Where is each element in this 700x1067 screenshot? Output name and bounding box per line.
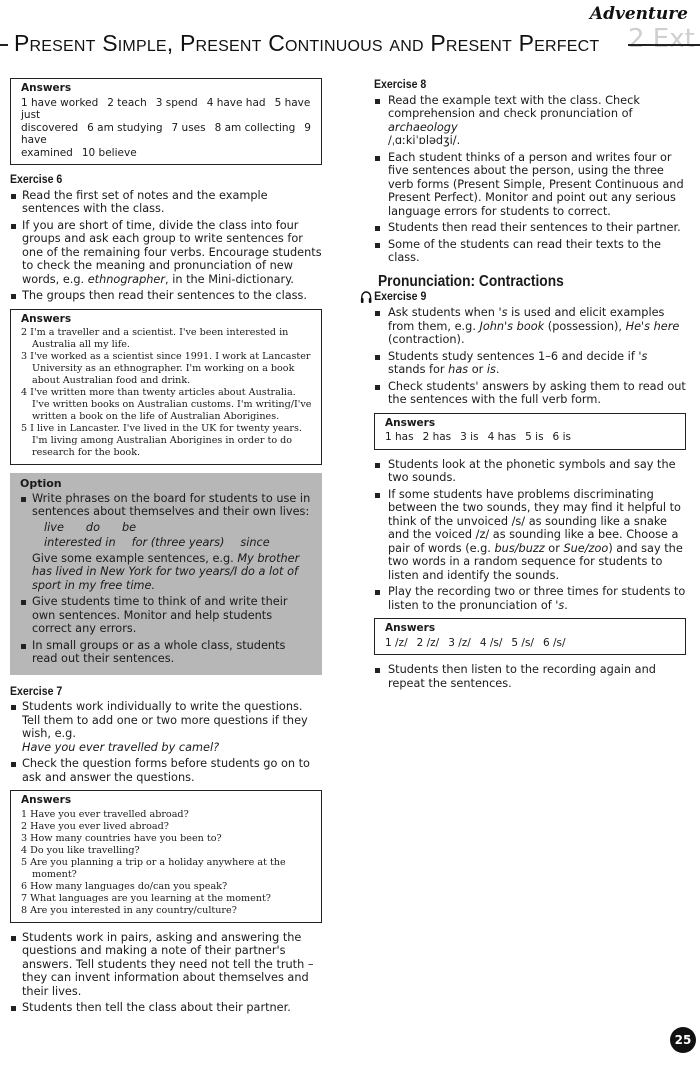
exercise-9-heading (360, 290, 647, 304)
answer-item: 1 has (385, 431, 414, 443)
phrase-row (44, 521, 314, 535)
answers-box-4 (374, 413, 686, 450)
list-item (374, 306, 686, 347)
answer-item: 1 /z/ (385, 636, 408, 649)
answers-heading: Answers (21, 312, 72, 325)
text-run: If you are short of time, divide the class into four groups and ask each group to write sentences for one of the remaining four verbs. Encourage students to check the meaning and pronunciation of new words, e.g. (22, 218, 322, 286)
text-run: Play the recording two or three times for students to listen to the pronunciation of (388, 585, 686, 612)
answer-item: 4 have had (206, 96, 266, 109)
list-item: Students then tell the class about their partner. (10, 1001, 322, 1015)
answer-item: 3 spend (155, 96, 198, 109)
list-item: Students then listen to the recording again and repeat the sentences. (374, 663, 686, 690)
final-list (374, 663, 686, 690)
phrase-row (44, 536, 314, 550)
list-item: Check the question forms before students go on to ask and answer the questions. (10, 757, 322, 784)
list-item: Each student thinks of a person and writes four or five sentences about the person, using the three verb forms (Present Simple, Present Continuous and Present Perfect). Monitor and point out any serious language errors for students to correct. (374, 151, 686, 219)
phonetics-list (374, 458, 686, 613)
list-item: In small groups or as a whole class, students read out their sentences. (20, 639, 314, 666)
exercise-8-list (374, 94, 686, 265)
exercise-6-heading: Exercise 6 (10, 172, 63, 186)
phonetic-transcription: /ˌɑːkiˈɒlədʒi/. (388, 134, 461, 147)
answer-item: 7 uses (171, 121, 206, 134)
list-item: Students work in pairs, asking and answering the questions and making a note of their partner's answers. Tell students they need not tell the truth – they can invent information about themselves and their lives. (10, 931, 322, 999)
emphasis: bus/buzz (494, 541, 545, 555)
answers-box-3 (10, 790, 322, 923)
answers-list (385, 637, 678, 650)
text-run: Read the example text with the class. Check comprehension and check pronunciation of (388, 93, 640, 120)
answer-item: 3 /z/ (448, 636, 471, 649)
answer-item: 7 What languages are you learning at the moment? (21, 892, 271, 904)
answer-item: 6 am studying (87, 121, 163, 134)
answer-item: 10 believe (81, 146, 137, 159)
text-run: stands for (388, 363, 449, 376)
text-run: or (468, 363, 487, 376)
text-run: , in the Mini-dictionary. (165, 272, 294, 286)
emphasis: Sue/zoo (563, 541, 609, 555)
exercise-8-heading: Exercise 8 (374, 77, 427, 91)
title-rule-left (0, 44, 8, 46)
answer-item: 4 /s/ (479, 636, 503, 649)
phrase: live (44, 520, 64, 534)
page-number: 25 (670, 1027, 696, 1053)
list-item (374, 585, 686, 612)
answers-heading: Answers (385, 622, 436, 634)
answer-item: 3 How many countries have you been to? (21, 832, 222, 844)
answer-item: 3 is (460, 431, 479, 443)
emphasis: Have you ever travelled by camel? (22, 740, 220, 754)
answers-heading: Answers (385, 416, 436, 429)
option-panel (10, 473, 322, 675)
exercise-9-label: Exercise 9 (374, 289, 427, 304)
answer-item: discovered (21, 121, 79, 134)
list-item (374, 94, 686, 148)
list-item: Give students time to think of and write their own sentences. Monitor and help students correct any errors. (20, 595, 314, 636)
answer-item: 6 How many languages do/can you speak? (21, 880, 228, 892)
answers-box-2 (10, 309, 322, 466)
answer-item: 6 is (552, 431, 571, 443)
phrase: be (122, 520, 137, 534)
text-run: Give some example sentences, e.g. (32, 551, 238, 565)
text-run: . (564, 598, 568, 612)
answer-item: 2 I'm a traveller and a scientist. I've been interested in Australia all my life. (21, 327, 289, 350)
answers-list (21, 97, 314, 160)
list-item: The groups then read their sentences to the class. (10, 289, 322, 303)
headphones-icon (360, 290, 372, 304)
page-title: Present Simple, Present Continuous and Present Perfect (14, 30, 600, 56)
answer-item: 5 Are you planning a trip or a holiday anywhere at the moment? (21, 856, 286, 880)
text-run: Students study sentences 1–6 and decide if (388, 349, 639, 363)
answers-list (385, 431, 678, 444)
text-run: or (544, 541, 564, 555)
answer-item: 2 teach (107, 96, 147, 109)
section-label: Adventure (589, 4, 688, 24)
text-run: Ask students when (388, 306, 499, 319)
answer-item: 4 has (487, 431, 517, 443)
text-run: ) and say the two words in a random sequence for students to listen and identify the sounds. (388, 541, 683, 582)
list-item: Check students' answers by asking them to read out the sentences with the full verb form. (374, 380, 686, 407)
emphasis: He's here (625, 319, 680, 333)
list-item: Some of the students can read their texts to the class. (374, 238, 686, 265)
answer-item: 4 Do you like travelling? (21, 844, 140, 856)
text-run: (contraction). (388, 333, 465, 346)
answers-heading: Answers (21, 794, 72, 806)
emphasis: John's book (479, 319, 545, 333)
text-run: (possession), (544, 319, 626, 333)
list-item: Students look at the phonetic symbols and say the two sounds. (374, 458, 686, 485)
answer-item: 4 I've written more than twenty articles about Australia. I've written books on Australian customs. I'm writing/I've written a book on the life of Australian Aborigines. (21, 387, 312, 422)
list-item: Read the first set of notes and the example sentences with the class. (10, 189, 322, 216)
answer-item: 2 /z/ (416, 636, 440, 649)
text-run: is used and elicit examples from them, e.g. (388, 306, 665, 333)
phrase: for (three years) (131, 536, 225, 549)
list-item: Students then read their sentences to their partner. (374, 221, 686, 235)
emphasis: My brother has lived in New York for two years/I do a lot of sport in my free time. (32, 551, 300, 592)
answer-item: 5 have just (21, 96, 311, 121)
answers-heading: Answers (21, 82, 72, 94)
list-item (10, 219, 322, 287)
answer-item: 8 Are you interested in any country/culture? (21, 904, 237, 916)
answer-item: 5 is (525, 431, 544, 443)
title-rule-right (628, 44, 700, 46)
emphasis: 's (555, 598, 565, 612)
answer-item: 1 have worked (21, 96, 99, 109)
answer-item: 2 Have you ever lived abroad? (21, 820, 169, 832)
emphasis: archaeology (388, 120, 458, 134)
answer-item: 9 have (21, 121, 311, 146)
option-list (20, 492, 314, 666)
emphasis: ethnographer (87, 272, 166, 286)
list-item (374, 488, 686, 583)
option-heading: Option (20, 477, 62, 490)
bleed-through-title: 2 Ext (628, 24, 695, 54)
left-column (10, 78, 322, 1021)
phrase: since (240, 536, 270, 549)
emphasis: has (448, 363, 469, 376)
answer-item: examined (21, 146, 73, 159)
list-item (20, 492, 314, 593)
answer-item: 3 I've worked as a scientist since 1991. I work at Lancaster University as an ethnographer. I'm working on a book about Australian food and drink. (21, 351, 311, 386)
pair-work-list (10, 931, 322, 1015)
exercise-9-list (374, 306, 686, 407)
text-run: Write phrases on the board for students to use in sentences about themselves and their own lives: (32, 491, 311, 518)
emphasis: 's (638, 349, 648, 363)
answers-list (21, 809, 314, 917)
emphasis: is (486, 363, 496, 376)
answer-item: 6 /s/ (542, 636, 566, 649)
pronunciation-heading: Pronunciation: Contractions (378, 272, 564, 290)
text-run: . (495, 363, 500, 376)
answer-item: 2 has (422, 431, 452, 443)
answers-box-5 (374, 618, 686, 655)
phrase: interested in (44, 536, 116, 549)
answers-list (21, 327, 314, 459)
right-column (374, 78, 686, 696)
exercise-7-heading: Exercise 7 (10, 683, 63, 698)
emphasis: 's (498, 306, 508, 319)
answer-item: 8 am collecting (214, 121, 296, 134)
text-run: If some students have problems discriminating between the two sounds, they may find it helpful to think of the unvoiced /s/ as sounding like a snake and the voiced /z/ as sounding like a bee. Choose a pair of words (e.g. (388, 487, 681, 555)
answer-item: 5 I live in Lancaster. I've lived in the UK for twenty years. I'm living among Australian Aborigines in order to do research for the book. (21, 423, 302, 458)
list-item (374, 350, 686, 377)
exercise-6-list (10, 189, 322, 303)
text-run: Students work individually to write the questions. Tell them to add one or two more questions if they wish, e.g. (22, 700, 308, 740)
answers-box-1 (10, 78, 322, 165)
exercise-7-list (10, 700, 322, 784)
answer-item: 1 Have you ever travelled abroad? (21, 808, 189, 820)
list-item (10, 700, 322, 754)
phrase: do (85, 520, 101, 534)
answer-item: 5 /s/ (511, 636, 534, 649)
